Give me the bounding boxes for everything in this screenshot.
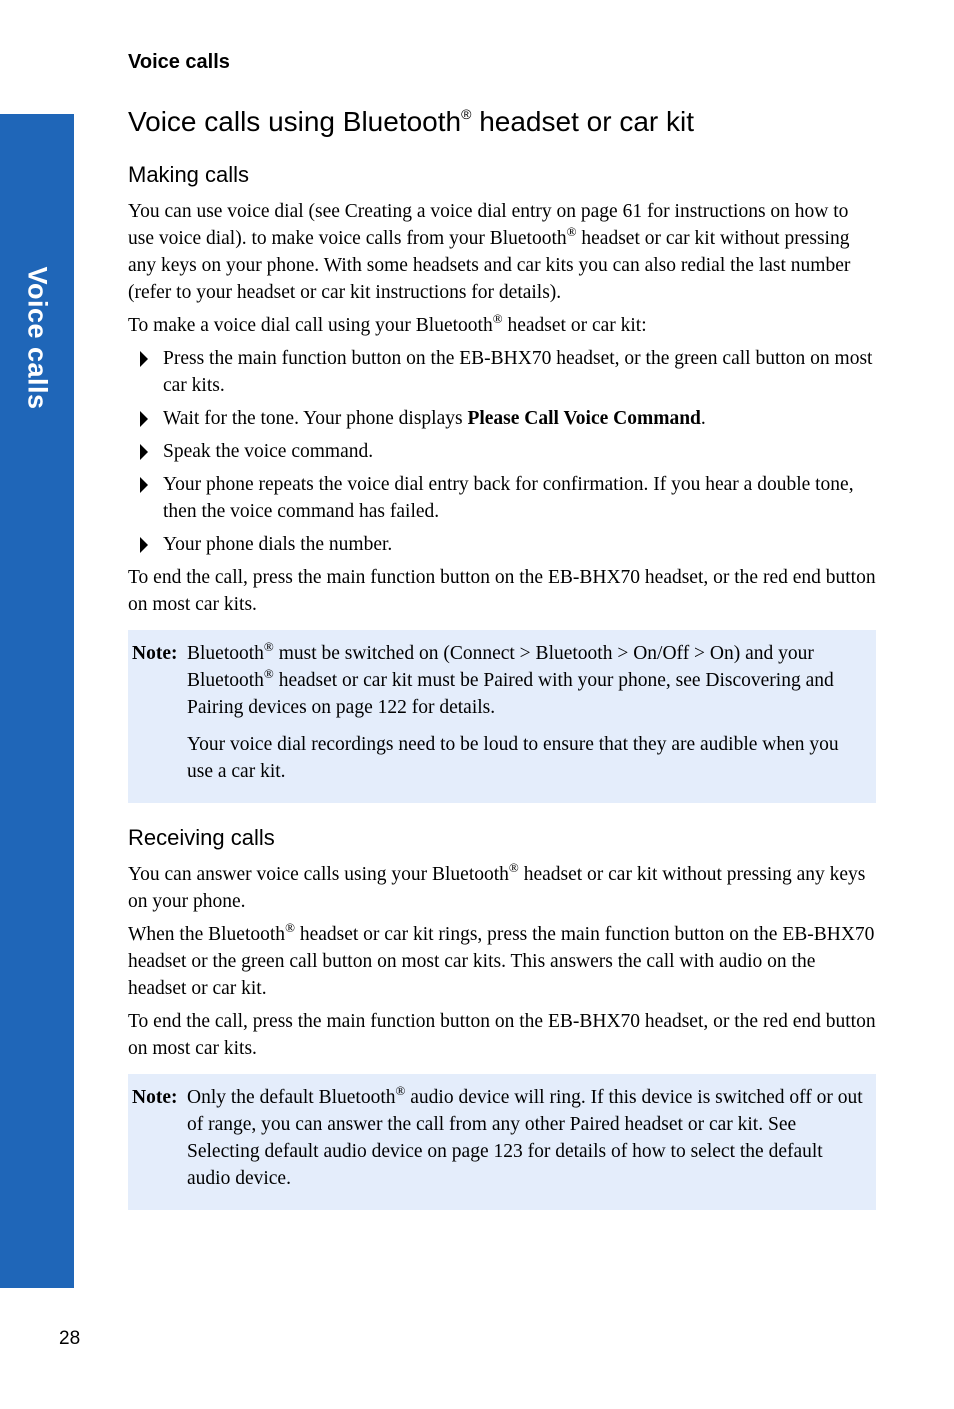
receiving-calls-heading: Receiving calls xyxy=(128,825,275,850)
registered-mark: ® xyxy=(461,106,472,122)
triangle-right-icon xyxy=(140,351,148,367)
note-label: Note: xyxy=(132,1087,178,1108)
list-item: Your phone dials the number. xyxy=(128,531,876,558)
making-calls-heading: Making calls xyxy=(128,162,250,187)
receiving-note-box xyxy=(128,1074,876,1210)
triangle-right-icon xyxy=(140,537,148,553)
list-item: Press the main function button on the EB-BHX70 headset, or the green call button on most car kits. xyxy=(128,345,876,399)
side-tab xyxy=(0,114,74,1288)
list-item: Your phone repeats the voice dial entry back for confirmation. If you hear a double tone, then the voice command has failed. xyxy=(128,471,876,525)
page-content xyxy=(128,100,876,1232)
note-paragraph: Your voice dial recordings need to be loud to ensure that they are audible when you use a car kit. xyxy=(187,734,839,782)
list-item: Speak the voice command. xyxy=(128,438,876,465)
note-paragraph: Bluetooth® must be switched on (Connect > Bluetooth > On/Off > On) and your Bluetooth® headset or car kit must be Paired with your phone, see Discovering and Pairing devices on page 122 for details. xyxy=(187,639,834,718)
title-before: Voice calls using Bluetooth xyxy=(128,106,462,137)
making-end-call-paragraph: To end the call, press the main function button on the EB-BHX70 headset, or the red end button on most car kits. xyxy=(128,567,876,615)
note-label: Note: xyxy=(132,643,178,664)
receiving-ring-paragraph: When the Bluetooth® headset or car kit rings, press the main function button on the EB-BHX70 headset or the green call button on most car kits. This answers the call with audio on the headset or car kit. xyxy=(128,920,875,999)
receiving-end-call-paragraph: To end the call, press the main function button on the EB-BHX70 headset, or the red end button on most car kits. xyxy=(128,1011,876,1059)
note-paragraph: Only the default Bluetooth® audio device will ring. If this device is switched off or out of range, you can answer the call from any other Paired headset or car kit. See Selecting default audio device on page 123 for details of how to select the default audio device. xyxy=(187,1083,863,1189)
page-title xyxy=(128,100,876,144)
title-after: headset or car kit xyxy=(471,106,694,137)
page-number: 28 xyxy=(59,1328,81,1349)
making-steps-list xyxy=(128,345,876,558)
side-tab-label: Voice calls xyxy=(22,266,53,410)
receiving-intro-paragraph: You can answer voice calls using your Bluetooth® headset or car kit without pressing any keys on your phone. xyxy=(128,860,866,912)
making-note-box xyxy=(128,630,876,803)
list-item: Wait for the tone. Your phone displays Please Call Voice Command. xyxy=(128,405,876,432)
triangle-right-icon xyxy=(140,477,148,493)
running-header: Voice calls xyxy=(128,51,230,73)
making-intro-paragraph: You can use voice dial (see Creating a voice dial entry on page 61 for instructions on how to use voice dial). to make voice calls from your Bluetooth® headset or car kit without pressing any keys on your phone. With some headsets and car kits you can also redial the last number (refer to your headset or car kit instructions for details). xyxy=(128,201,851,303)
triangle-right-icon xyxy=(140,444,148,460)
triangle-right-icon xyxy=(140,411,148,427)
making-instruction-paragraph: To make a voice dial call using your Bluetooth® headset or car kit: xyxy=(128,311,647,336)
